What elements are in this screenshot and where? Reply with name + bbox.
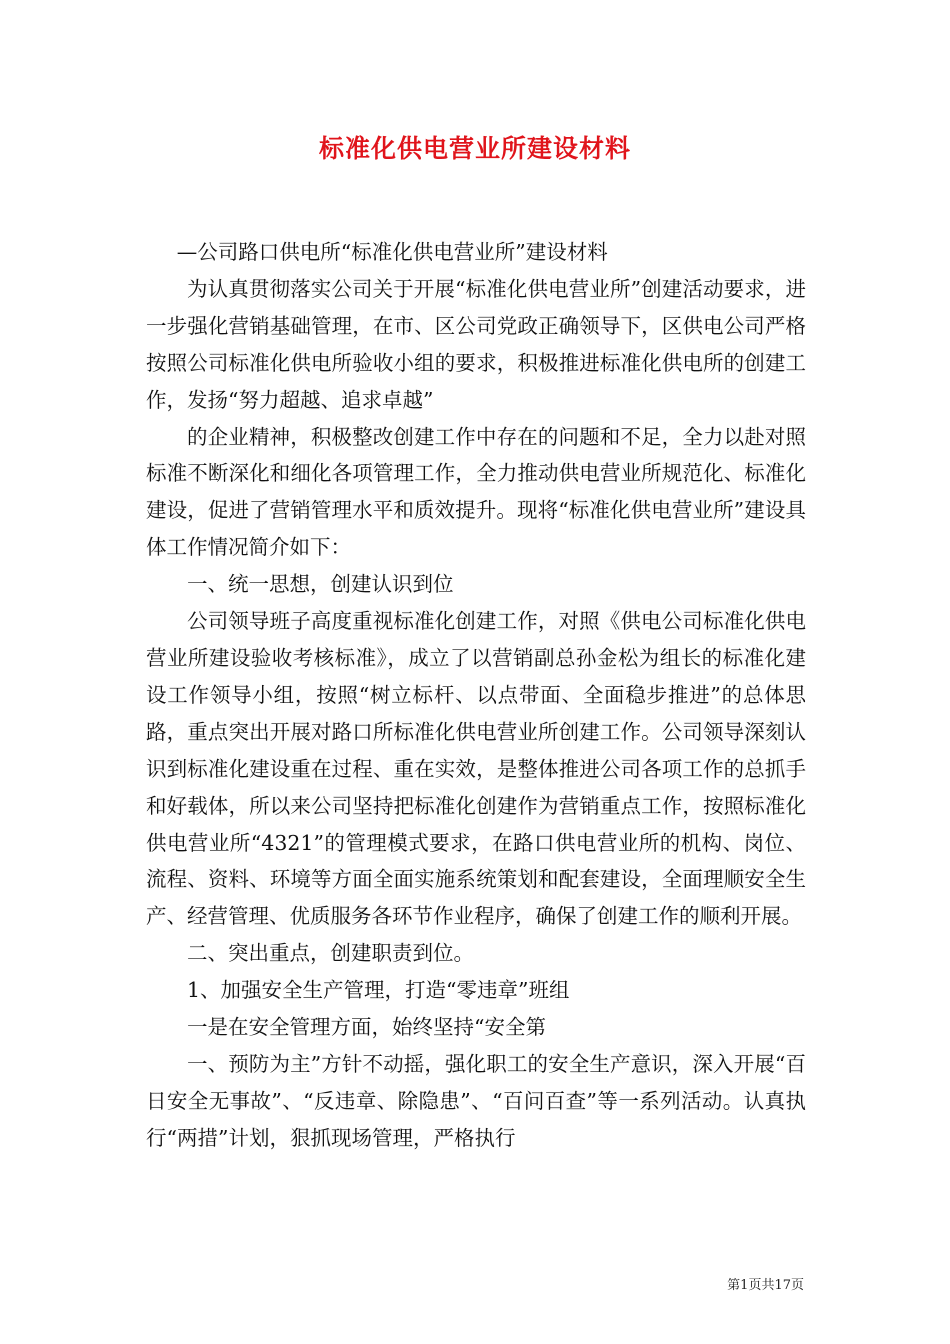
section-heading: 一、统一思想，创建认识到位	[187, 572, 454, 597]
page-number: 第1页共17页	[727, 1278, 804, 1293]
paragraph: 的企业精神，积极整改创建工作中存在的问题和不足，全力以赴对照标准不断深化和细化各项管理工作，全力推动供电营业所规范化、标准化建设，促进了营销管理水平和质效提升。现将“标准化供电营业所”建设具体工作情况简介如下：	[146, 424, 806, 560]
paragraph: 为认真贯彻落实公司关于开展“标准化供电营业所”创建活动要求，进一步强化营销基础管理，在市、区公司党政正确领导下，区供电公司严格按照公司标准化供电所验收小组的要求，积极推进标准化供电所的创建工作，发扬“努力超越、追求卓越”	[146, 276, 806, 412]
subsection-heading: 1、加强安全生产管理，打造“零违章”班组	[187, 978, 570, 1003]
document-body	[146, 234, 806, 1157]
document-subtitle: —公司路口供电所“标准化供电营业所”建设材料	[176, 240, 608, 264]
document-title: 标准化供电营业所建设材料	[318, 134, 631, 163]
paragraph: 一、预防为主”方针不动摇，强化职工的安全生产意识，深入开展“百日安全无事故”、“反违章、除隐患”、“百问百查”等一系列活动。认真执行“两措”计划，狠抓现场管理，严格执行	[146, 1051, 806, 1150]
section-heading: 二、突出重点，创建职责到位。	[187, 941, 474, 966]
paragraph: 公司领导班子高度重视标准化创建工作，对照《供电公司标准化供电营业所建设验收考核标准》，成立了以营销副总孙金松为组长的标准化建设工作领导小组，按照“树立标杆、以点带面、全面稳步推进”的总体思路，重点突出开展对路口所标准化供电营业所创建工作。公司领导深刻认识到标准化建设重在过程、重在实效，是整体推进公司各项工作的总抓手和好载体，所以来公司坚持把标准化创建作为营销重点工作，按照标准化供电营业所“4321”的管理模式要求，在路口供电营业所的机构、岗位、流程、资料、环境等方面全面实施系统策划和配套建设，全面理顺安全生产、经营管理、优质服务各环节作业程序，确保了创建工作的顺利开展。	[146, 609, 806, 929]
paragraph: 一是在安全管理方面，始终坚持“安全第	[187, 1015, 546, 1040]
